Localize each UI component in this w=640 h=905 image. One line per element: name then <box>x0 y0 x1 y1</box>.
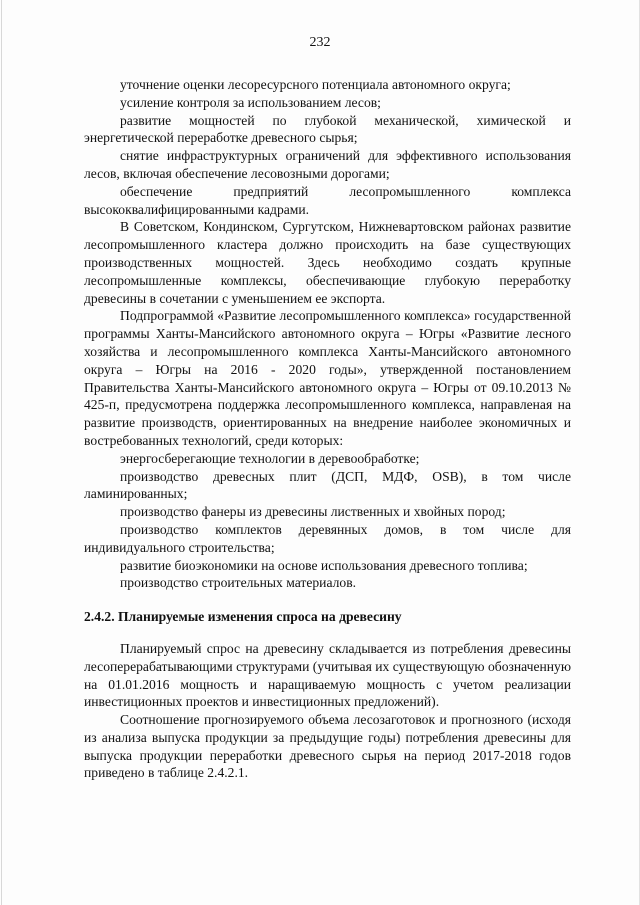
paragraph: Подпрограммой «Развитие лесопромышленного комплекса» государственной программы Ханты-Мансийского автономного округа – Югры «Развитие лесного хозяйства и лесопромышленного комплекса Ханты-Мансийского автономного округа – Югры на 2016 - 2020 годы», утвержденной постановлением Правительства Ханты-Мансийского автономного округа – Югры от 09.10.2013 № 425-п, предусмотрена поддержка лесопромышленного комплекса, направленая на развитие производств, ориентированных на внедрение наиболее экономичных и востребованных технологий, среди которых: <box>84 308 571 448</box>
scan-edge-left <box>1 0 2 905</box>
paragraph: усиление контроля за использованием лесов; <box>120 94 381 110</box>
paragraph: развитие биоэкономики на основе использования древесного топлива; <box>120 557 528 573</box>
paragraph: В Советском, Кондинском, Сургутском, Нижневартовском районах развитие лесопромышленного кластера должно происходить на базе существующих производственных мощностей. Здесь необходимо создать крупные лесопромышленные комплексы, обеспечивающие глубокую переработку древесины в сочетании с уменьшением ее экспорта. <box>84 219 571 306</box>
paragraph: развитие мощностей по глубокой механической, химической и энергетической переработке древесного сырья; <box>84 112 571 146</box>
paragraph: снятие инфраструктурных ограничений для эффективного использования лесов, включая обеспечение лесовозными дорогами; <box>84 148 571 181</box>
document-body <box>84 76 571 782</box>
paragraph: производство комплектов деревянных домов, в том числе для индивидуального строительства; <box>84 521 571 555</box>
paragraph: уточнение оценки лесоресурсного потенциала автономного округа; <box>120 77 511 92</box>
paragraph: производство строительных материалов. <box>120 575 357 591</box>
paragraph: обеспечение предприятий лесопромышленного комплекса высококвалифицированными кадрами. <box>84 183 571 217</box>
paragraph: Соотношение прогнозируемого объема лесозаготовок и прогнозного (исходя из анализа выпуска продукции за предыдущие годы) потребления древесины для выпуска продукции переработки древесного сырья на период 2017-2018 годов приведено в таблице 2.4.2.1. <box>84 712 571 781</box>
paragraph: Планируемый спрос на древесину складывается из потребления древесины лесоперерабатывающими структурами (учитывая их существующую обозначенную на 01.01.2016 мощность и наращиваемую мощность с учетом реализации инвестиционных проектов и инвестиционных предложений). <box>84 640 571 710</box>
section-heading: 2.4.2. Планируемые изменения спроса на древесину <box>84 609 402 625</box>
paragraph: производство фанеры из древесины лиственных и хвойных пород; <box>120 504 506 520</box>
page-number: 232 <box>309 35 331 50</box>
paragraph: энергосберегающие технологии в деревообработке; <box>120 450 420 466</box>
paragraph: производство древесных плит (ДСП, МДФ, OSB), в том числе ламинированных; <box>84 468 571 502</box>
